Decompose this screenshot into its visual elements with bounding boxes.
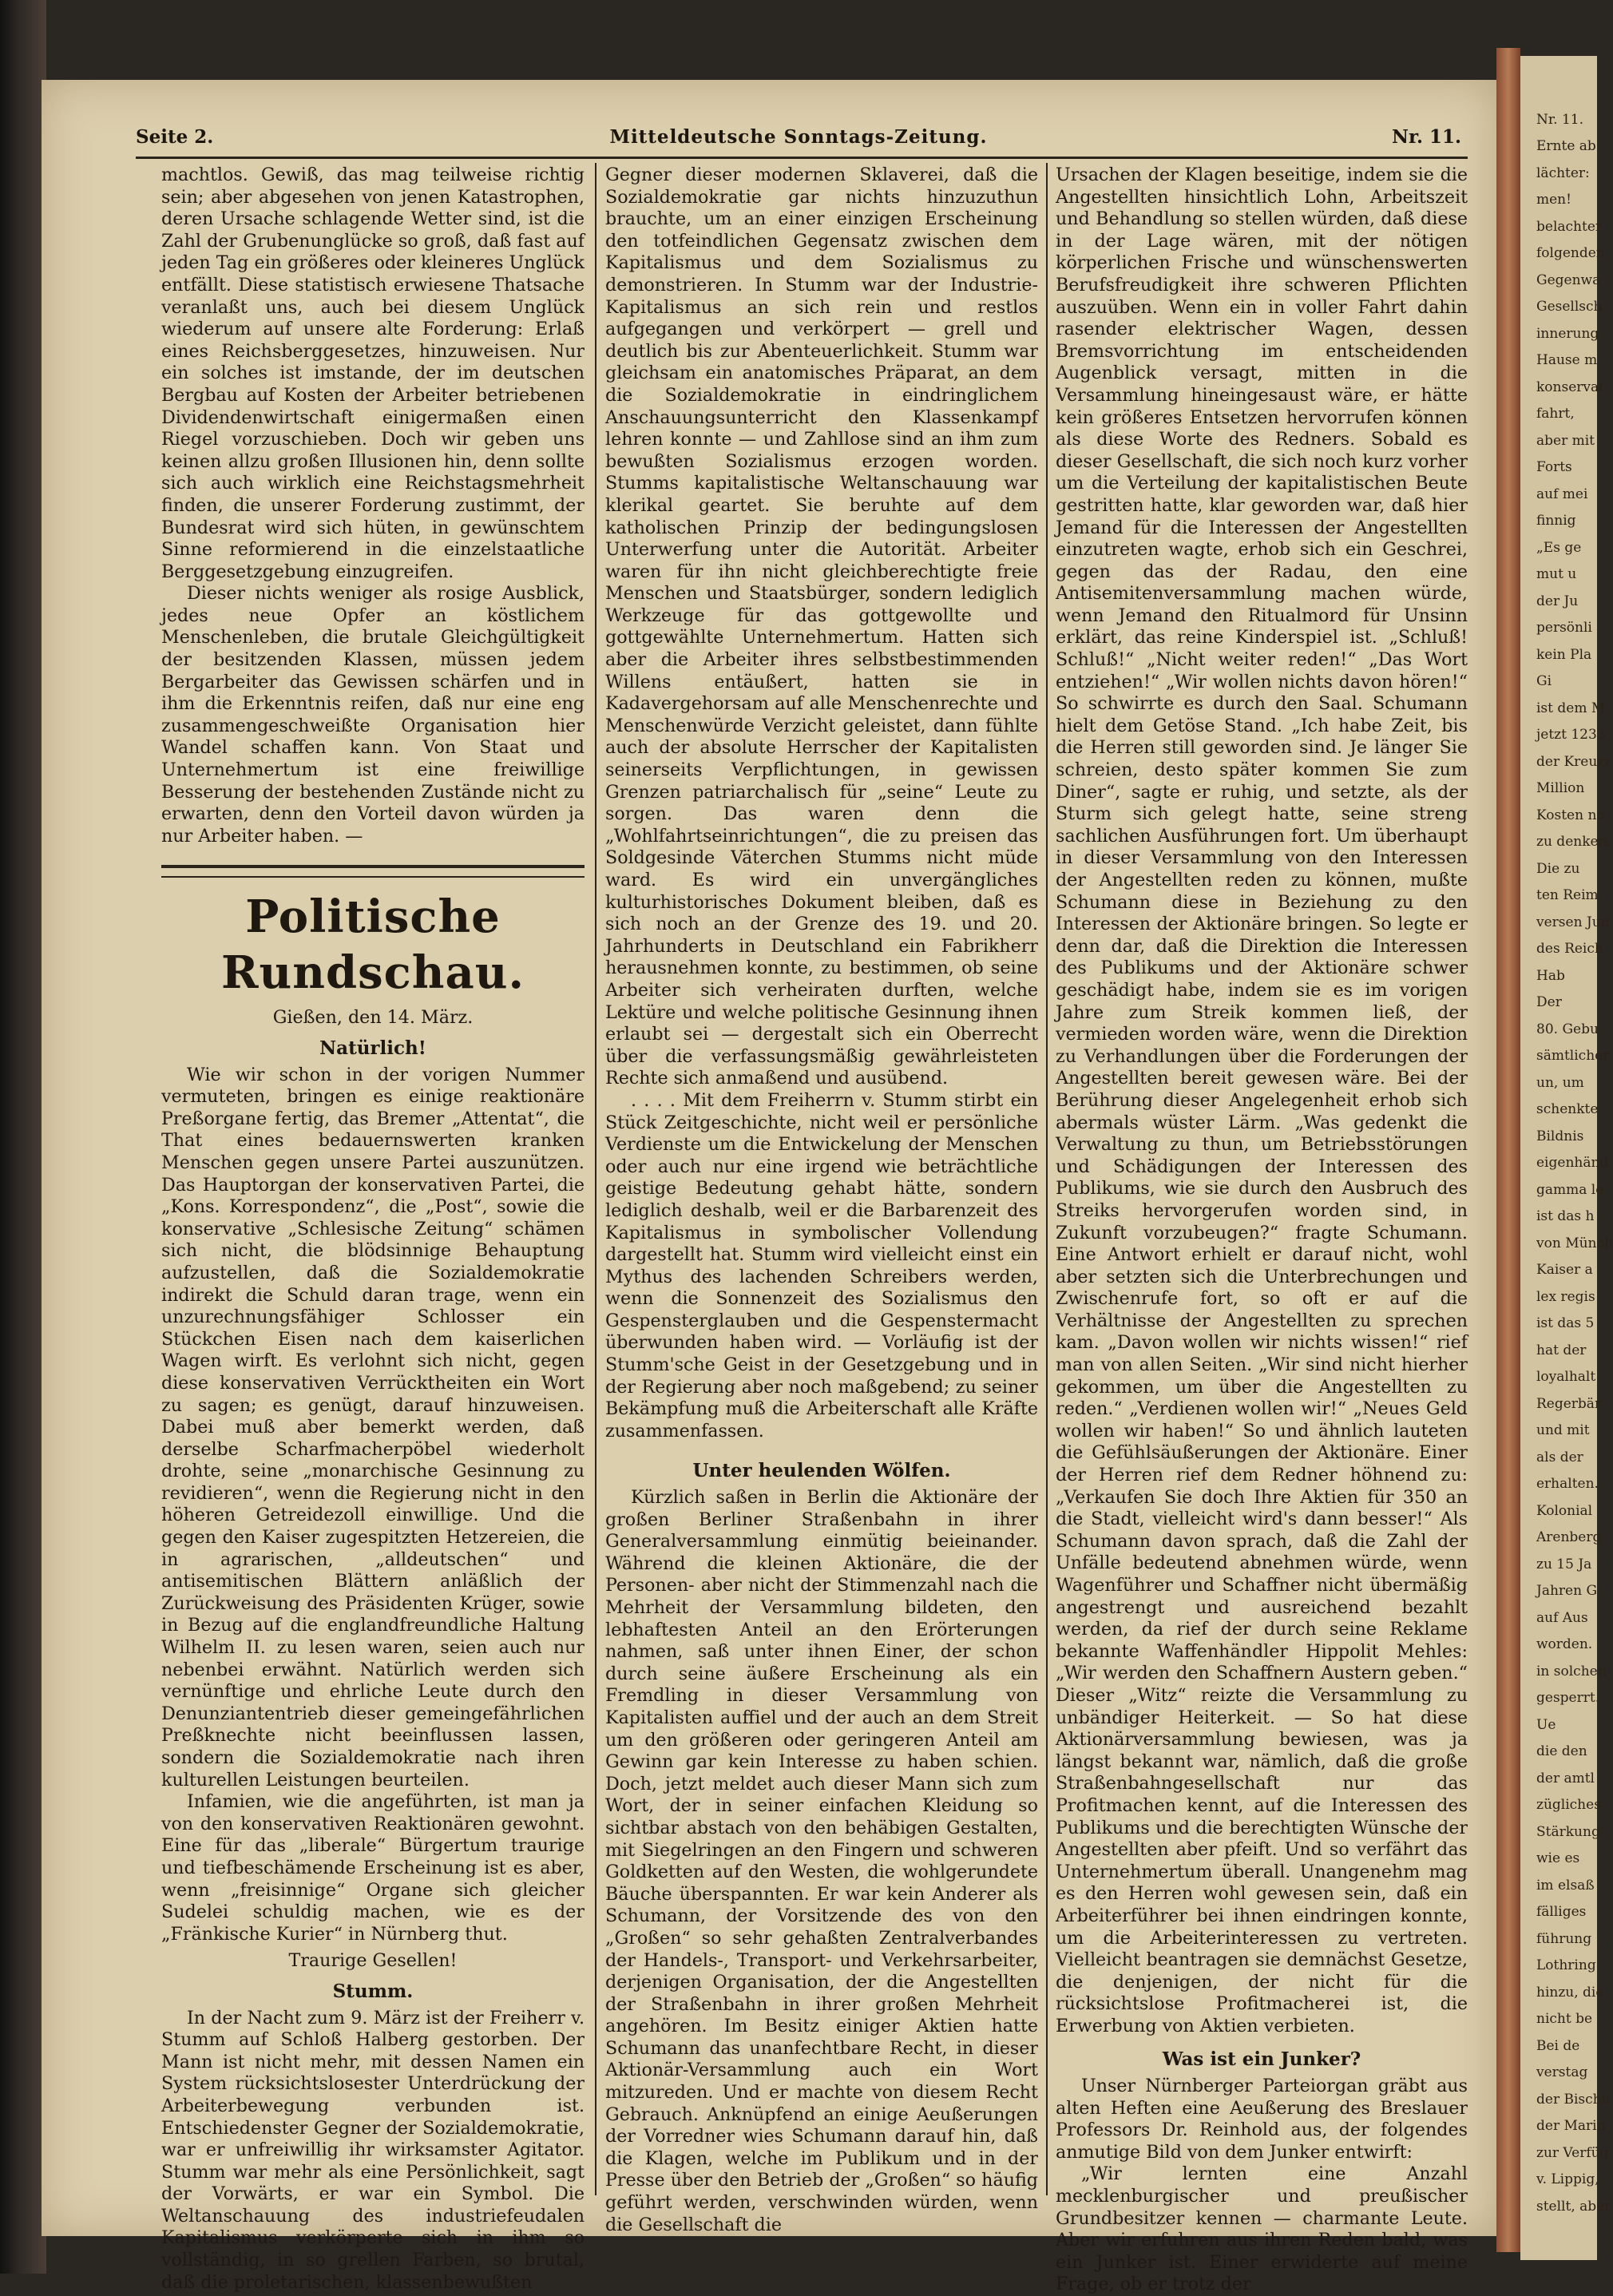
fragment-text: Gi (1536, 673, 1552, 689)
article-text: Dieser nichts weniger als rosige Ausblick, jedes neue Opfer an köstlichem Menschenleben, die brutale Gleichgültigkeit der besitzenden Klassen, müssen jedem Bergarbeiter das Gewissen schärfen und in ihm die Erkenntnis reifen, daß nur eine eng zusammengeschweißte Organisation hier Wandel schaffen kann. Von Staat und Unternehmertum ist eine freiwillige Besserung der bestehenden Zustände nicht zu erwarten, denn den Vorteil davon würden ja nur Arbeiter haben. — (161, 583, 585, 847)
article-text: machtlos. Gewiß, das mag teilweise richtig sein; aber abgesehen von jenen Katastrophen, deren Ursache schlagende Wetter sind, ist die Zahl der Grubenunglücke so groß, daß fast auf jeden Tag ein größeres oder kleineres Unglück entfällt. Diese statistisch erwiesene Thatsache veranlaßt uns, auch bei diesem Unglück wiederum auf unsere alte Forderung: Erlaß eines Reichsberggesetzes, hinzuweisen. Nur ein solches ist imstande, der im deutschen Bergbau auf Kosten der Arbeiter betriebenen Dividendenwirtschaft einigermaßen einen Riegel vorzuschieben. Doch wir geben uns keinen allzu großen Illusionen hin, denn sollte sich auch wirklich eine Reichstagsmehrheit finden, die unserer Forderung zustimmt, der Bundesrat wird sich hüten, in gewünschtem Sinne reformierend in die einzelstaatliche Berggesetzgebung einzugreifen. (161, 165, 585, 582)
fragment-text: von Münch (1536, 1235, 1613, 1251)
fragment-text: erhalten. (1536, 1476, 1599, 1492)
fragment-text: versen Jun (1536, 914, 1610, 930)
column-rule-2 (1046, 163, 1048, 2195)
fragment-text: des Reich (1536, 941, 1603, 957)
fragment-text: ist das h (1536, 1208, 1595, 1224)
fragment-text: gamma le (1536, 1182, 1604, 1198)
fragment-text: konservat (1536, 379, 1604, 395)
fragment-text: Gegenwa (1536, 272, 1601, 288)
fragment-text: folgenden (1536, 245, 1605, 261)
fragment-text: der amtl (1536, 1771, 1595, 1786)
fragment-text: gesperrt. (1536, 1690, 1600, 1706)
fragment-text: hat der (1536, 1342, 1587, 1358)
fragment-text: 80. Gebu (1536, 1021, 1599, 1037)
fragment-text: als der (1536, 1449, 1583, 1465)
fragment-text: Ernte ab (1536, 138, 1596, 154)
fragment-text: in solchen (1536, 1664, 1607, 1679)
adjacent-page-fragment (1520, 56, 1613, 2260)
fragment-text: ten Reim (1536, 887, 1599, 903)
issue-number: Nr. 11. (1391, 126, 1461, 148)
article-text: Ursachen der Klagen beseitige, indem sie die Angestellten hinsichtlich Lohn, Arbeitszeit und Behandlung so stellen würden, daß diese in der Lage wären, mit der nötigen körperlichen Frische und wünschenswerten Berufsfreudigkeit ihre schweren Pflichten auszuüben. Wenn ein in voller Fahrt dahin rasender elektrischer Wagen, dessen Bremsvorrichtung im entscheidenden Augenblick versagt, mitten in die Versammlung hineingesaust wäre, er hätte kein größeres Entsetzen hervorrufen können als diese Worte des Redners. Sobald es dieser Gesellschaft, die sich noch kurz vorher um die Verteilung der kapitalistischen Beute gestritten hatte, klar geworden war, daß hier Jemand für die Interessen der Angestellten einzutreten wagte, erhob sich ein Geschrei, gegen das der Radau, den eine Antisemitenversammlung machen würde, wenn Jemand den Ritualmord für Unsinn erklärt, das reine Kinderspiel ist. „Schluß! Schluß!“ „Nicht weiter reden!“ „Das Wort entziehen!“ „Wir wollen nichts davon hören!“ So schwirrte es durch den Saal. Schumann hielt dem Getöse Stand. „Ich habe Zeit, bis die Herren still geworden sind. Je länger Sie schreien, desto später kommen Sie zum Diner“, sagte er ruhig, und setzte, als der Sturm sich gelegt hatte, seine streng sachlichen Ausführungen fort. Um überhaupt in dieser Versammlung von den Interessen der Angestellten reden zu können, mußte Schumann diese in Beziehung zu den Interessen der Aktionäre bringen. So legte er denn dar, daß die Direktion die Interessen des Publikums und der Aktionäre schwer geschädigt habe, indem sie es im vorigen Jahre zum Streik kommen ließ, der vermieden worden wäre, wenn die Direktion zu Verhandlungen über die Forderungen der Angestellten bereit gewesen wäre. Bei der Berührung dieser Angelegenheit erhob sich abermals wüster Lärm. „Was gedenkt die Verwaltung zu thun, um Betriebsstörungen und Schädigungen der Interessen des Publikums, wie sie durch den Ausbruch des Streiks hervorgerufen worden sind, in Zukunft vorzubeugen?“ fragte Schumann. Eine Antwort erhielt er darauf nicht, wohl aber setzten sich die Unterbrechungen und Zwischenrufe fort, so oft er auf die Verhältnisse der Angestellten zu sprechen kam. „Davon wollen wir nichts wissen!“ rief man von allen Seiten. „Wir sind nicht hierher gekommen, um über die Angestellten zu reden.“ „Verdienen wollen wir!“ „Neues Geld wollen wir haben!“ So und ähnlich lauteten die Gefühlsäußerungen der Aktionäre. Einer der Herren rief dem Redner höhnend zu: „Verkaufen Sie doch Ihre Aktien für 350 an die Stadt, vielleicht wird's dann besser!“ Als Schumann davon sprach, daß die Zahl der Unfälle bedeutend abnehmen würde, wenn Wagenführer und Schaffner nicht übermäßig angestrengt und ausreichend bezahlt werden, da rief der durch seine Reklame bekannte Waffenhändler Hippolit Mehles: „Wir werden den Schaffnern Austern geben.“ Dieser „Witz“ reizte die Versammlung zu unbändiger Heiterkeit. — So hat diese Aktionärversammlung bewiesen, was ja längst bekannt war, nämlich, daß die große Straßenbahngesellschaft nur das Profitmachen kennt, auf die Interessen des Publikums und die berechtigten Wünsche der Angestellten aber pfeift. Und so verfährt das Unternehmertum überall. Unangenehm mag es den Herren wohl gewesen sein, daß ein Arbeiterführer bei ihnen eindringen konnte, um die Arbeiterinteressen zu vertreten. Vielleicht beantragen sie demnächst Gesetze, die denjenigen, der nicht für die rücksichtslose Profitmacherei ist, die Erwerbung von Aktien verbieten. (1056, 165, 1468, 2036)
page-number: Seite 2. (136, 126, 214, 148)
fragment-text: der Ju (1536, 593, 1579, 609)
column-rule-1 (595, 163, 596, 2195)
fragment-text: „Es ge (1536, 540, 1582, 556)
book-spine (1496, 48, 1520, 2252)
fragment-text: Bei de (1536, 2038, 1580, 2054)
fragment-text: sämtlicher (1536, 1048, 1610, 1064)
fragment-text: schenkte (1536, 1101, 1599, 1117)
fragment-text: men! (1536, 192, 1571, 208)
article-heading: Unter heulenden Wölfen. (692, 1460, 951, 1482)
fragment-text: und mit (1536, 1422, 1590, 1438)
fragment-text: Kaiser a (1536, 1262, 1593, 1278)
fragment-text: loyalhalt (1536, 1369, 1596, 1385)
fragment-text: v. Lippig, (1536, 2171, 1599, 2187)
fragment-text: führung (1536, 1931, 1592, 1947)
fragment-text: innerung (1536, 326, 1599, 342)
fragment-text: die den (1536, 1743, 1587, 1759)
fragment-text: Bildnis (1536, 1128, 1584, 1144)
article-text: Infamien, wie die angeführten, ist man ja von den konservativen Reaktionären gewohnt. Eine für das „liberale“ Bürgertum traurige und tiefbeschämende Erscheinung ist es aber, wenn „freisinnige“ Organe sich gleicher Sudelei schuldig machen, wie es der „Fränkische Kurier“ in Nürnberg thut. (161, 1791, 585, 1945)
fragment-text: stellt, aber (1536, 2199, 1611, 2215)
fragment-text: nicht be (1536, 2011, 1593, 2027)
fragment-text: Hab (1536, 968, 1565, 984)
article-text: Kürzlich saßen in Berlin die Aktionäre der großen Berliner Straßenbahn in ihrer Generalversammlung einmütig beieinander. Während die kleinen Aktionäre, die der Personen- aber nicht der Stimmenzahl nach die Mehrheit der Versammlung bildeten, den lebhaftesten Anteil an den Erörterungen nahmen, saß unter ihnen Einer, der schon durch seine äußere Erscheinung als ein Fremdling in dieser Versammlung von Kapitalisten auffiel und der auch an dem Streit um den größeren oder geringeren Anteil am Gewinn gar kein Interesse zu haben schien. Doch, jetzt meldet auch dieser Mann sich zum Wort, der in seiner einfachen Kleidung so sichtbar abstach von den behäbigen Gestalten, mit Siegelringen an den Fingern und schweren Goldketten auf den Westen, die wohlgerundete Bäuche überspannten. Er war kein Anderer als Schumann, der Vorsitzende des von den „Großen“ so sehr gehaßten Zentralverbandes der Handels-, Transport- und Verkehrsarbeiter, derjenigen Organisation, der die Angestellten der Straßenbahn in ihrer großen Mehrheit angehören. Im Besitz einiger Aktien hatte Schumann das unanfechtbare Recht, in dieser Aktionär-Versammlung auch ein Wort mitzureden. Und er machte von diesem Recht Gebrauch. Anknüpfend an einige Aeußerungen der Vorredner wies Schumann darauf hin, daß die Klagen, welche im Publikum und in der Presse über den Betrieb der „Großen“ so häufig geführt werden, verschwinden würden, wenn die Gesellschaft die (605, 1487, 1038, 2235)
fragment-text: finnig (1536, 513, 1576, 529)
article-text: . . . . Mit dem Freiherrn v. Stumm stirbt ein Stück Zeitgeschichte, nicht weil er persönliche Verdienste um die Entwickelung der Menschen oder auch nur eine irgend wie beträchtliche geistige Bedeutung gehabt hätte, sondern lediglich deshalb, weil er die Barbarenzeit des Kapitalismus in symbolischer Vollendung dargestellt hat. Stumm wird vielleicht einst ein Mythus des lachenden Schreibers werden, wenn die Sonnenzeit des Sozialismus den Gespensterglauben und die Gespenstermacht überwunden haben wird. — Vorläufig ist der Stumm'sche Geist in der Gesetzgebung und in der Regierung aber noch maßgebend; zu seiner Bekämpfung muß die Arbeiterschaft alle Kräfte zusammenfassen. (605, 1089, 1038, 1441)
fragment-text: wie es (1536, 1850, 1580, 1866)
fragment-text: Jahren G (1536, 1583, 1598, 1599)
fragment-text: worden. (1536, 1636, 1593, 1652)
fragment-text: auf mei (1536, 486, 1588, 502)
article-heading: Stumm. (332, 1980, 414, 2002)
fragment-text: aber mit (1536, 433, 1595, 449)
fragment-text: fälliges (1536, 1904, 1587, 1920)
fragment-text: persönli (1536, 620, 1592, 636)
fragment-text: Der (1536, 994, 1562, 1010)
fragment-text: der Marin (1536, 2118, 1606, 2134)
section-separator (161, 865, 585, 878)
fragment-text: Die zu (1536, 861, 1580, 877)
fragment-text: un, um (1536, 1075, 1584, 1091)
fragment-text: auf Aus (1536, 1610, 1588, 1626)
header-rule (136, 157, 1468, 159)
fragment-text: Arenberg (1536, 1529, 1602, 1545)
article-text: Unser Nürnberger Parteiorgan gräbt aus alten Heften eine Aeußerung des Breslauer Professors Dr. Reinhold aus, der folgendes anmutige Bild von dem Junker entwirft: (1056, 2076, 1468, 2163)
article-heading: Was ist ein Junker? (1162, 2048, 1361, 2071)
fragment-text: Lothring (1536, 1957, 1596, 1973)
fragment-text: ist das 5 (1536, 1315, 1595, 1331)
fragment-text: Nr. 11. (1536, 112, 1583, 128)
fragment-text: ist dem M (1536, 700, 1606, 716)
fragment-text: eigenhänd (1536, 1155, 1609, 1171)
fragment-text: zügliches (1536, 1797, 1601, 1813)
fragment-text: zur Verfüg (1536, 2145, 1609, 2161)
fragment-text: Stärkung (1536, 1824, 1600, 1840)
fragment-text: der Kreuzz (1536, 754, 1612, 770)
article-heading: Natürlich! (319, 1037, 426, 1059)
fragment-text: im elsaß (1536, 1878, 1595, 1894)
fragment-text: Kolonial (1536, 1503, 1593, 1519)
column-3 (1056, 165, 1468, 2295)
page-header (136, 126, 1461, 158)
fragment-text: der Bischu (1536, 2092, 1611, 2108)
fragment-text: verstag (1536, 2064, 1588, 2080)
fragment-text: Regerbär (1536, 1396, 1602, 1412)
fragment-text: lex regis (1536, 1289, 1595, 1305)
fragment-text: Gesellsch (1536, 299, 1603, 315)
book-binding (0, 0, 46, 2274)
article-text: Gegner dieser modernen Sklaverei, daß die Sozialdemokratie gar nichts hinzuzuthun brauchte, um an einer einzigen Erscheinung den totfeindlichen Gegensatz zwischen dem Kapitalismus und dem Sozialismus zu demonstrieren. In Stumm war der Industrie-Kapitalismus an sich rein und restlos aufgegangen und verkörpert — grell und deutlich bis zur Abenteuerlichkeit. Stumm war gleichsam ein anatomisches Präparat, an dem die Sozialdemokratie in eindringlichem Anschauungsunterricht den Klassenkampf lehren konnte — und Zahllose sind an ihm zum bewußten Sozialismus erzogen worden. Stumms kapitalistische Weltanschauung war klerikal geartet. Sie beruhte auf dem katholischen Prinzip der bedingungslosen Unterwerfung unter die Autorität. Arbeiter waren für ihn nicht gleichberechtigte freie Menschen und Staatsbürger, sondern lediglich Werkzeuge für das gottgewollte und gottgewählte Unternehmertum. Hatten sich aber die Arbeiter ihres selbstbestimmenden Willens entäußert, hatten sie in Kadavergehorsam auf alle Menschenrechte und Menschenwürde Verzicht geleistet, dann fühlte auch der absolute Herrscher der Kapitalisten seinerseits Verpflichtungen, in gewissen Grenzen patriarchalisch für „seine“ Leute zu sorgen. Das waren denn die „Wohlfahrtseinrichtungen“, die zu preisen das Soldgesinde Väterchen Stumms nicht müde ward. Es wird ein unvergängliches kulturhistorisches Dokument bleiben, daß es sich noch an der Grenze des 19. und 20. Jahrhunderts in Deutschland ein Fabrikherr herausnehmen konnte, zu bestimmen, ob seine Arbeiter sich verheiraten durften, welche Lektüre und welche politische Gesinnung ihnen erlaubt sei — dergestalt sich ein Oberrecht über die verfassungsmäßig gewährleisteten Rechte sich anmaßend und ausübend. (605, 165, 1038, 1089)
closing-line: Traurige Gesellen! (288, 1950, 458, 1972)
section-title: Politische Rundschau. (221, 890, 525, 1000)
article-text: „Wir lernten eine Anzahl mecklenburgischer und preußischer Grundbesitzer kennen — charmante Leute. Aber wir erfuhren aus ihren Reden bald, was ein Junker ist. Einer erwiderte auf meine Frage, ob er trotz der (1056, 2163, 1468, 2295)
dateline: Gießen, den 14. März. (272, 1007, 474, 1029)
fragment-text: Kosten no (1536, 807, 1605, 823)
fragment-text: lächter: (1536, 165, 1590, 181)
fragment-text: belachter (1536, 219, 1603, 235)
fragment-text: hinzu, die (1536, 1985, 1604, 2001)
fragment-text: jetzt 1233 (1536, 727, 1606, 743)
column-1 (161, 165, 585, 2293)
fragment-text: mut u (1536, 566, 1577, 582)
fragment-text: Ue (1536, 1717, 1556, 1733)
fragment-text: zu denken. (1536, 834, 1611, 850)
fragment-text: kein Pla (1536, 647, 1592, 663)
fragment-text: fahrt, (1536, 406, 1575, 422)
fragment-text: zu 15 Ja (1536, 1556, 1592, 1572)
article-text: In der Nacht zum 9. März ist der Freiherr v. Stumm auf Schloß Halberg gestorben. Der Mann ist nicht mehr, mit dessen Namen ein System rücksichtslosester Unterdrückung der Arbeiterbewegung verbunden ist. Entschiedenster Gegner der Sozialdemokratie, war er unfreiwillig ihr wirksamster Agitator. Stumm war mehr als eine Persönlichkeit, sagt der Vorwärts, er war ein Symbol. Die Weltanschauung des industriefeudalen Kapitalismus verkörperte sich in ihm so vollständig, in so grellen Farben, so brutal, daß die proletarischen, klassenbewußten (161, 2007, 585, 2293)
fragment-text: Million (1536, 780, 1585, 796)
newspaper-title: Mitteldeutsche Sonntags-Zeitung. (609, 126, 988, 148)
article-text: Wie wir schon in der vorigen Nummer vermuteten, bringen es einige reaktionäre Preßorgane fertig, das Bremer „Attentat“, die That eines bedauernswerten kranken Menschen gegen unsere Partei auszunützen. Das Hauptorgan der konservativen Partei, die „Kons. Korrespondenz“, die „Post“, sowie die konservative „Schlesische Zeitung“ schämen sich nicht, die blödsinnige Behauptung aufzustellen, daß die Sozialdemokratie indirekt die Schuld daran trage, wenn ein unzurechnungsfähiger Schlosser ein Stückchen Eisen nach dem kaiserlichen Wagen wirft. Es verlohnt sich nicht, gegen diese konservativen Verrücktheiten ein Wort zu sagen; es genügt, darauf hinzuweisen. Dabei muß aber bemerkt werden, daß derselbe Scharfmacherpöbel wiederholt drohte, seine „monarchische Gesinnung zu revidieren“, wenn die Regierung nicht in den höheren Getreidezoll einwillige. Und die gegen den Kaiser zugespitzten Hetzereien, die in agrarischen, „alldeutschen“ und antisemitischen Blättern anläßlich der Zurückweisung des Präsidenten Krüger, sowie in Bezug auf die englandfreundliche Haltung Wilhelm II. zu lesen waren, seien auch nur nebenbei erwähnt. Natürlich werden sich vernünftige und ehrliche Leute durch den Denunziantentrieb dieser gemeingefährlichen Preßknechte nicht beeinflussen lassen, sondern die Sozialdemokratie nach ihren kulturellen Leistungen beurteilen. (161, 1064, 585, 1790)
column-2 (605, 165, 1038, 2235)
fragment-text: Hause m (1536, 352, 1598, 368)
fragment-text: Forts (1536, 459, 1572, 475)
